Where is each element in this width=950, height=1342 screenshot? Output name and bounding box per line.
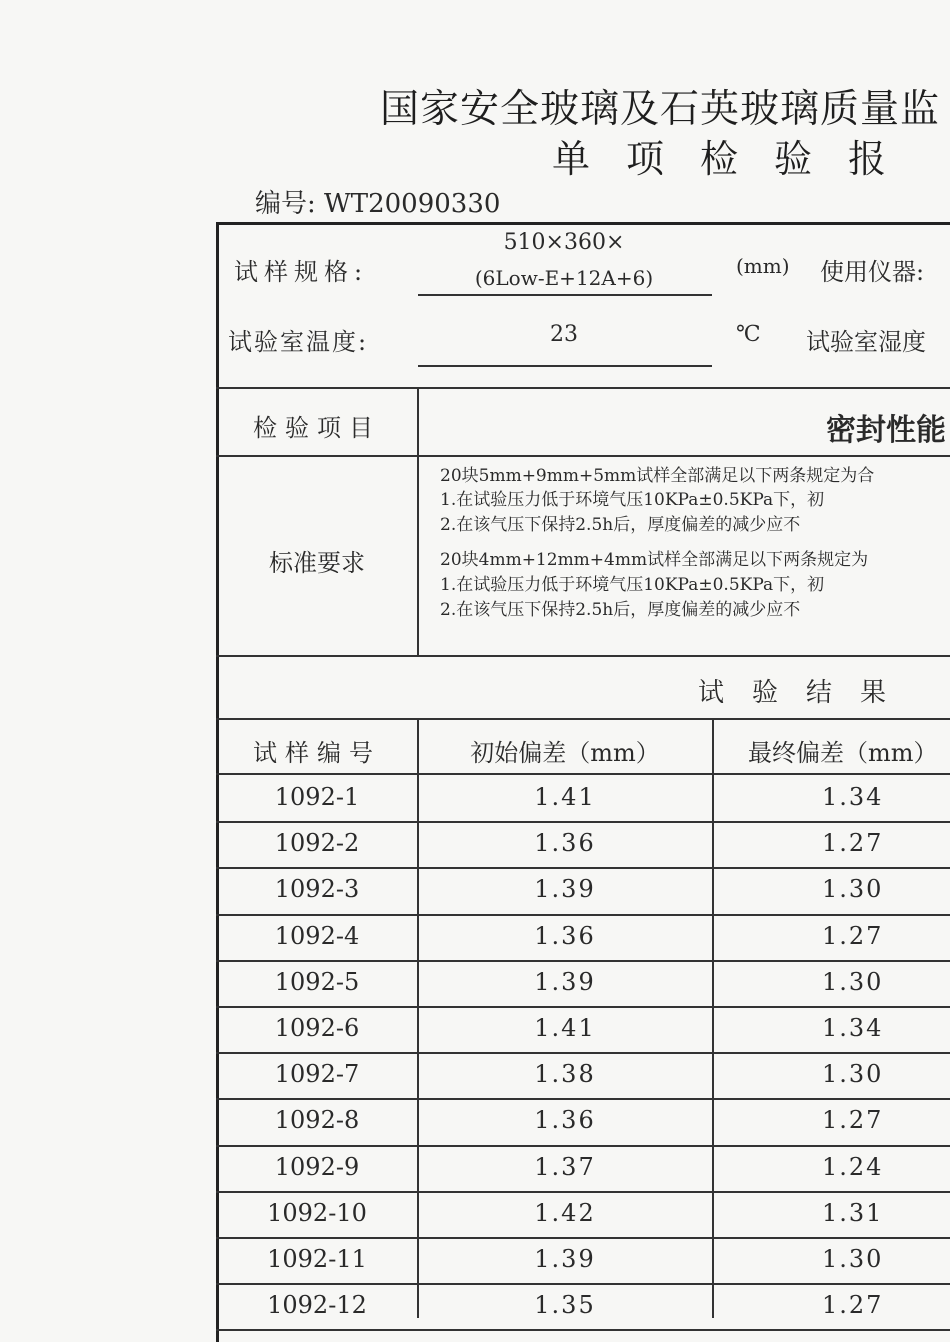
temperature-underline [418, 365, 712, 367]
spec-label: 试样规格: [234, 258, 369, 286]
row-rule [216, 1098, 950, 1100]
instrument-label: 使用仪器: [820, 258, 925, 286]
standard-label: 标准要求 [269, 549, 365, 577]
column-header-final-deviation: 最终偏差（mm） [748, 739, 938, 767]
final-deviation-cell: 1.27 [822, 829, 884, 858]
initial-deviation-cell: 1.38 [534, 1060, 596, 1089]
row-rule [216, 1052, 950, 1054]
rule-item-bottom [216, 455, 950, 457]
standard-line-4: 20块4mm+12mm+4mm试样全部满足以下两条规定为 [440, 550, 869, 570]
final-deviation-cell: 1.27 [822, 1106, 884, 1135]
final-deviation-cell: 1.30 [822, 1060, 884, 1089]
initial-deviation-cell: 1.39 [534, 1245, 596, 1273]
temperature-unit: ℃ [736, 322, 761, 347]
initial-deviation-cell: 1.37 [534, 1152, 596, 1181]
standard-line-1: 20块5mm+9mm+5mm试样全部满足以下两条规定为合 [440, 466, 875, 486]
report-title-line2: 单项检验报 [552, 137, 923, 181]
row-rule [216, 1191, 950, 1193]
initial-deviation-cell: 1.39 [534, 875, 596, 904]
spec-value-line2: (6Low-E+12A+6) [474, 266, 654, 290]
row-rule [216, 914, 950, 916]
initial-deviation-cell: 1.36 [534, 921, 596, 950]
row-rule [216, 867, 950, 869]
final-deviation-cell: 1.27 [822, 921, 884, 950]
spec-underline [418, 294, 712, 296]
final-deviation-cell: 1.27 [822, 1291, 884, 1320]
sample-no-cell: 1092-4 [274, 921, 360, 950]
row-rule [216, 960, 950, 962]
sample-no-cell: 1092-7 [274, 1060, 360, 1089]
temperature-label: 试验室温度: [228, 328, 369, 356]
sample-no-cell: 1092-3 [274, 875, 360, 904]
initial-deviation-cell: 1.41 [534, 783, 596, 811]
final-deviation-cell: 1.34 [822, 1014, 884, 1042]
humidity-label: 试验室湿度 [806, 328, 926, 356]
initial-deviation-cell: 1.42 [534, 1198, 596, 1227]
final-deviation-cell: 1.34 [822, 783, 884, 811]
inspection-item-label: 检验项目 [253, 414, 381, 442]
initial-deviation-cell: 1.39 [534, 967, 596, 996]
standard-line-5: 1.在试验压力低于环境气压10KPa±0.5KPa下，初 [440, 575, 825, 595]
sample-no-cell: 1092-2 [274, 829, 360, 858]
row-rule [216, 1237, 950, 1239]
initial-deviation-cell: 1.35 [534, 1291, 596, 1320]
spec-value-line1: 510×360× [503, 230, 625, 255]
rule-results-title-bottom [216, 718, 950, 720]
sample-no-cell: 1092-9 [274, 1152, 360, 1181]
initial-deviation-cell: 1.36 [534, 1106, 596, 1135]
standard-line-6: 2.在该气压下保持2.5h后，厚度偏差的减少应不 [440, 600, 801, 620]
rule-left-col-upper [417, 387, 419, 655]
sample-no-cell: 1092-11 [267, 1245, 367, 1273]
row-rule [216, 1283, 950, 1285]
sample-no-cell: 1092-6 [274, 1014, 360, 1042]
row-rule [216, 821, 950, 823]
standard-line-3: 2.在该气压下保持2.5h后，厚度偏差的减少应不 [440, 515, 801, 535]
sample-no-cell: 1092-5 [274, 967, 360, 996]
column-header-sample-no: 试样编号 [253, 739, 381, 767]
sample-no-cell: 1092-10 [267, 1198, 367, 1227]
results-title: 试验结果 [698, 678, 915, 708]
standard-line-2: 1.在试验压力低于环境气压10KPa±0.5KPa下，初 [440, 490, 825, 510]
report-title-line1: 国家安全玻璃及石英玻璃质量监 [380, 87, 941, 132]
inspection-item-value: 密封性能 [826, 413, 946, 448]
column-header-initial-deviation: 初始偏差（mm） [470, 739, 660, 767]
row-rule [216, 1006, 950, 1008]
sample-no-cell: 1092-8 [274, 1106, 360, 1135]
temperature-value: 23 [550, 322, 578, 347]
final-deviation-cell: 1.30 [822, 967, 884, 996]
row-rule [216, 1145, 950, 1147]
final-deviation-cell: 1.30 [822, 875, 884, 904]
final-deviation-cell: 1.31 [822, 1198, 884, 1227]
rule-columns-bottom [216, 773, 950, 775]
initial-deviation-cell: 1.36 [534, 829, 596, 858]
final-deviation-cell: 1.30 [822, 1245, 884, 1273]
sample-no-cell: 1092-1 [274, 783, 360, 811]
document-number: 编号: WT20090330 [255, 189, 501, 219]
rule-standard-bottom [216, 655, 950, 657]
final-deviation-cell: 1.24 [822, 1152, 884, 1181]
initial-deviation-cell: 1.41 [534, 1014, 596, 1042]
sample-no-cell: 1092-12 [267, 1291, 367, 1320]
row-rule [216, 1329, 950, 1331]
rule-info-bottom [216, 387, 950, 389]
spec-unit: (mm) [736, 254, 790, 278]
